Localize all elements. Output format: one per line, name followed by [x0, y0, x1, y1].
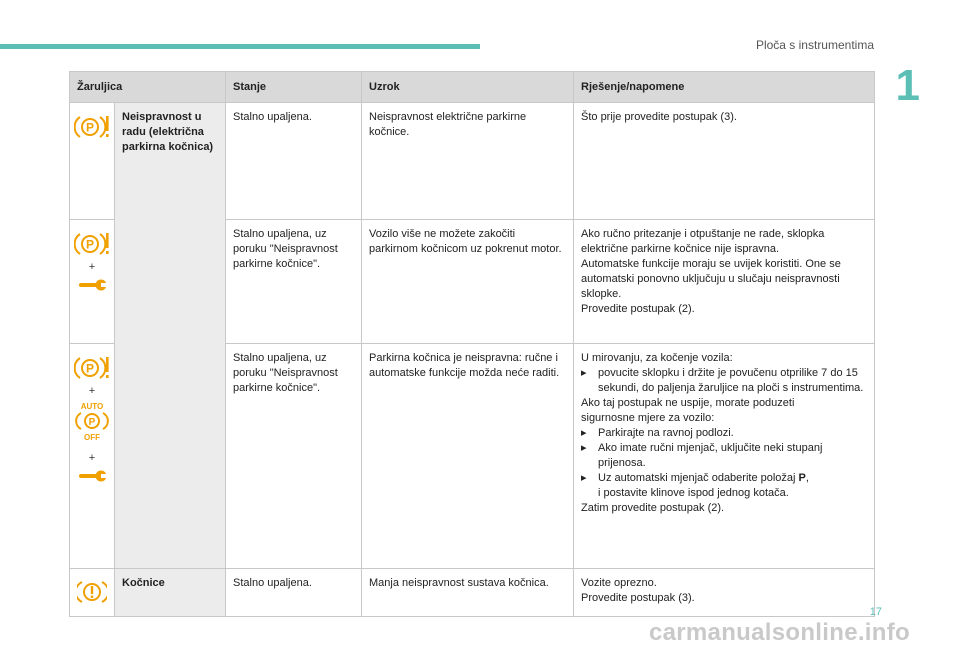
cause-cell: Manja neispravnost sustava kočnica.: [362, 569, 574, 617]
auto-parking-brake-off-icon: [75, 401, 109, 441]
cause-cell: Vozilo više ne možete zakočiti parkirnom kočnicom uz pokrenut motor.: [362, 220, 574, 344]
table-row: [70, 569, 875, 617]
plus-sign: +: [88, 261, 96, 273]
solution-cell: Što prije provedite postupak (3).: [574, 103, 875, 220]
col-header-solution: Rješenje/napomene: [574, 72, 875, 103]
lamp-icon-cell: [70, 220, 115, 344]
table-header-row: [70, 72, 875, 103]
lamp-icon-cell: [70, 344, 115, 569]
wrench-icon: [77, 468, 107, 484]
state-cell: Stalno upaljena, uz poruku "Neispravnost parkirne kočnice".: [226, 344, 362, 569]
col-header-lamp: Žaruljica: [70, 72, 226, 103]
state-cell: Stalno upaljena.: [226, 569, 362, 617]
plus-sign: +: [88, 385, 96, 397]
page-number: 17: [869, 606, 882, 618]
lamp-icon-cell: [70, 103, 115, 220]
icon-off-label: OFF: [84, 433, 100, 441]
solution-cell: Vozite oprezno. Provedite postupak (3).: [574, 569, 875, 617]
solution-cell: U mirovanju, za kočenje vozila: ▸ povucite sklopku i držite je povučenu otprilike 7 do 15 sekundi, do paljenja žaruljice na ploči s instrumentima. Ako taj postupak ne uspije, morate poduzeti sigurnosne mjere za vozilo: ▸ Parkirajte na ravnoj podlozi. ▸ Ako imate ručni mjenjač, uključite neki stupanj prijenosa. ▸ Uz automatski mjenjač odaberite položaj P, i postavite klinove ispod jednog kotača. Zatim provedite postupak (2).: [574, 344, 875, 569]
icon-p-letter: P: [88, 417, 96, 428]
bullet-item: ▸ Parkirajte na ravnoj podlozi.: [581, 426, 867, 441]
solution-cell: Ako ručno pritezanje i otpuštanje ne rade, sklopka električne parkirne kočnice nije ispravna. Automatske funkcije moraju se uvijek koristiti. One se automatski ponovno uključuju u slučaju neispravnosti sklopke. Provedite postupak (2).: [574, 220, 875, 344]
icon-p-letter: P: [85, 237, 95, 252]
icon-p-letter: P: [85, 120, 95, 135]
icon-auto-label: AUTO: [80, 402, 104, 411]
watermark: carmanualsonline.info: [648, 619, 910, 646]
bullet-item: ▸ Uz automatski mjenjač odaberite položaj P, i postavite klinove ispod jednog kotača.: [581, 471, 867, 501]
col-header-cause: Uzrok: [362, 72, 574, 103]
wrench-icon: [77, 277, 107, 293]
cause-cell: Neispravnost električne parkirne kočnice.: [362, 103, 574, 220]
section-title: Ploča s instrumentima: [755, 38, 874, 52]
bullet-item: ▸ povucite sklopku i držite je povučenu otprilike 7 do 15 sekundi, do paljenja žaruljice na ploči s instrumentima.: [581, 366, 867, 396]
bullet-item: ▸ Ako imate ručni mjenjač, uključite neki stupanj prijenosa.: [581, 441, 867, 471]
header-accent-bar: [0, 44, 480, 49]
state-cell: Stalno upaljena.: [226, 103, 362, 220]
table-row: [70, 103, 875, 220]
parking-brake-fault-icon: [74, 354, 110, 382]
parking-brake-fault-icon: [74, 113, 110, 141]
parking-brake-fault-icon: [74, 230, 110, 258]
cause-cell: Parkirna kočnica je neispravna: ručne i automatske funkcije možda neće raditi.: [362, 344, 574, 569]
icon-p-letter: P: [85, 361, 95, 376]
state-cell: Stalno upaljena, uz poruku "Neispravnost parkirne kočnice".: [226, 220, 362, 344]
lamp-name: Neispravnost u radu (električna parkirna kočnica): [115, 103, 226, 569]
brake-warning-icon: [77, 579, 107, 605]
lamp-icon-cell: [70, 569, 115, 617]
col-header-state: Stanje: [226, 72, 362, 103]
lamp-name: Kočnice: [115, 569, 226, 617]
chapter-number: 1: [895, 61, 920, 110]
warning-lamp-table: [69, 71, 875, 617]
plus-sign: +: [88, 452, 96, 464]
